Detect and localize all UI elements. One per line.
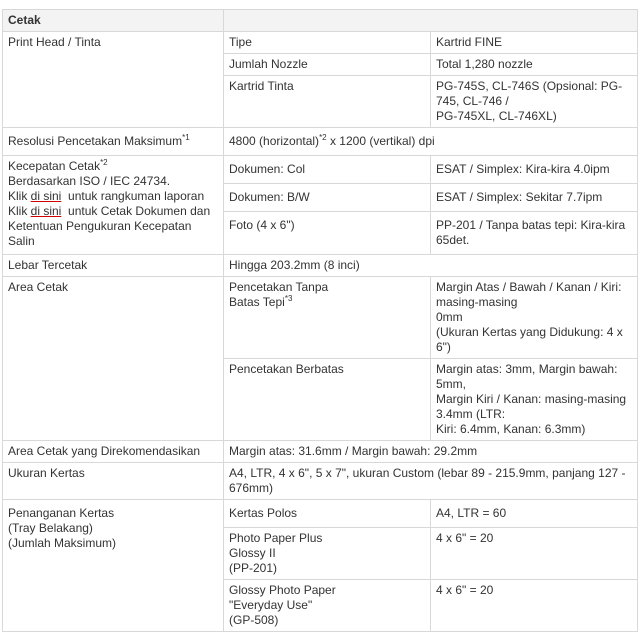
cell-value: 4 x 6" = 20	[431, 528, 638, 580]
table-row	[3, 128, 638, 156]
label-text: Penanganan Kertas	[8, 506, 115, 520]
label-text: "Everyday Use"	[229, 598, 313, 612]
value-line: (Ukuran Kertas yang Didukung: 4 x 6")	[436, 325, 623, 354]
value-text: 4800 (horizontal)	[229, 134, 320, 148]
sub-label	[224, 277, 431, 359]
label-text: Photo Paper Plus	[229, 531, 323, 545]
cell-value	[431, 277, 638, 359]
value-line: Margin Atas / Bawah / Kanan / Kiri: masing-masing	[436, 280, 622, 309]
label-text: (PP-201)	[229, 561, 278, 575]
table-row	[3, 500, 638, 528]
cell-value: 4 x 6" = 20	[431, 580, 638, 632]
sub-label: Jumlah Nozzle	[224, 54, 431, 76]
sub-label	[224, 580, 431, 632]
cell-value: Total 1,280 nozzle	[431, 54, 638, 76]
table-row	[3, 441, 638, 463]
cell-value	[431, 76, 638, 128]
cell-value: PP-201 / Tanpa batas tepi: Kira-kira 65det.	[431, 212, 638, 255]
row-label	[3, 128, 224, 156]
label-text: Kecepatan Cetak	[8, 159, 101, 173]
sub-label: Pencetakan Berbatas	[224, 359, 431, 441]
cell-value: ESAT / Simplex: Kira-kira 4.0ipm	[431, 156, 638, 184]
row-label: Print Head / Tinta	[3, 32, 224, 128]
cell-value: Margin atas: 31.6mm / Margin bawah: 29.2mm	[224, 441, 638, 463]
label-text: Batas Tepi	[229, 295, 285, 309]
spec-table	[2, 9, 638, 632]
sub-label: Kertas Polos	[224, 500, 431, 528]
label-text: Glossy II	[229, 546, 276, 560]
sub-label	[224, 528, 431, 580]
cell-value: Kartrid FINE	[431, 32, 638, 54]
value-line: Kiri: 6.4mm, Kanan: 6.3mm)	[436, 422, 586, 436]
footnote-ref: *2	[100, 158, 108, 167]
label-text: (GP-508)	[229, 613, 279, 627]
value-line: 676mm)	[229, 481, 274, 495]
sub-label: Dokumen: Col	[224, 156, 431, 184]
label-text: (Tray Belakang)	[8, 521, 93, 535]
cell-value: ESAT / Simplex: Sekitar 7.7ipm	[431, 184, 638, 212]
row-label: Lebar Tercetak	[3, 255, 224, 277]
table-row	[3, 156, 638, 184]
row-label: Area Cetak yang Direkomendasikan	[3, 441, 224, 463]
report-link[interactable]: di sini	[30, 189, 62, 203]
label-text: Ketentuan Pengukuran Kecepatan Salin	[8, 219, 192, 248]
row-label	[3, 156, 224, 255]
label-text: (Jumlah Maksimum)	[8, 536, 117, 550]
sub-label: Dokumen: B/W	[224, 184, 431, 212]
label-text: Berdasarkan ISO / IEC 24734.	[8, 174, 171, 188]
value-line: Margin Kiri / Kanan: masing-masing 3.4mm (LTR:	[436, 392, 627, 421]
row-label: Ukuran Kertas	[3, 463, 224, 500]
footnote-ref: *2	[319, 133, 327, 142]
value-line: A4, LTR, 4 x 6", 5 x 7", ukuran Custom (lebar 89 - 215.9mm, panjang 127 -	[229, 466, 626, 480]
row-label	[3, 500, 224, 632]
section-header-blank	[224, 10, 638, 32]
label-text: untuk Cetak Dokumen dan	[61, 204, 211, 218]
table-row	[3, 463, 638, 500]
value-text: x 1200 (vertikal) dpi	[326, 134, 435, 148]
sub-label: Tipe	[224, 32, 431, 54]
table-row	[3, 277, 638, 359]
label-text: untuk rangkuman laporan	[61, 189, 205, 203]
value-line: PG-745S, CL-746S (Opsional: PG-745, CL-746 /	[436, 79, 623, 108]
cell-value	[224, 128, 638, 156]
row-label: Area Cetak	[3, 277, 224, 441]
cell-value	[431, 359, 638, 441]
section-title: Cetak	[3, 10, 224, 32]
label-text: Glossy Photo Paper	[229, 583, 336, 597]
sub-label: Foto (4 x 6")	[224, 212, 431, 255]
document-link[interactable]: di sini	[30, 204, 62, 218]
label-text: Pencetakan Tanpa	[229, 280, 329, 294]
sub-label: Kartrid Tinta	[224, 76, 431, 128]
label-text: Klik	[8, 189, 31, 203]
value-line: Margin atas: 3mm, Margin bawah: 5mm,	[436, 362, 618, 391]
value-line: PG-745XL, CL-746XL)	[436, 109, 557, 123]
table-row	[3, 255, 638, 277]
section-header-row	[3, 10, 638, 32]
cell-value: Hingga 203.2mm (8 inci)	[224, 255, 638, 277]
label-text: Klik	[8, 204, 31, 218]
footnote-ref: *3	[284, 294, 293, 303]
footnote-ref: *1	[182, 133, 190, 142]
cell-value: A4, LTR = 60	[431, 500, 638, 528]
value-line: 0mm	[436, 310, 463, 324]
label-text: Resolusi Pencetakan Maksimum	[8, 134, 183, 148]
cell-value	[224, 463, 638, 500]
table-row	[3, 32, 638, 54]
